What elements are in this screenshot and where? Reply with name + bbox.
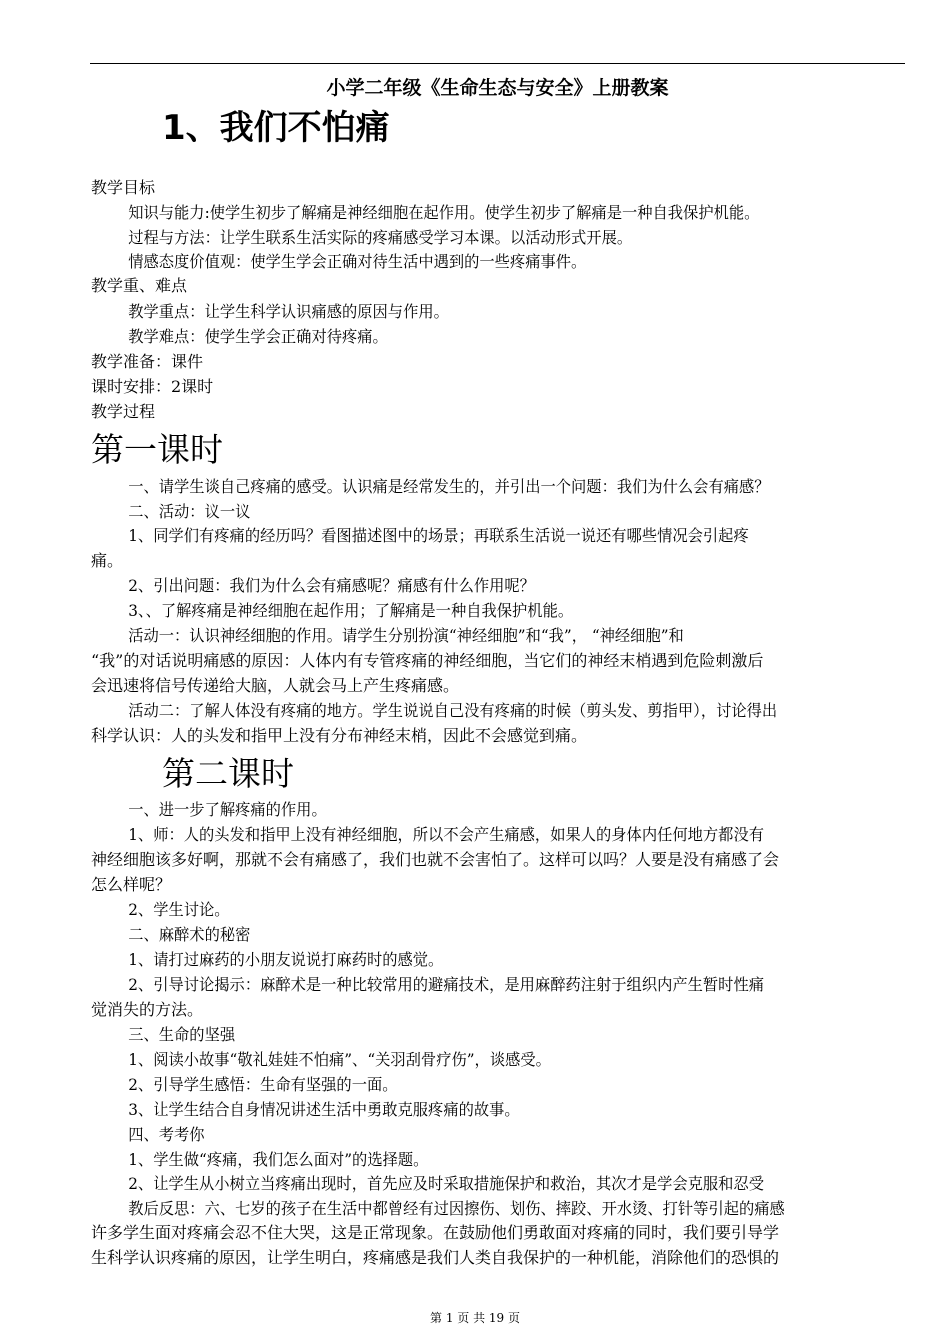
paragraph-line: 1、同学们有疼痛的经历吗？看图描述图中的场景；再联系生活说一说还有哪些情况会引起疼 [128,526,749,545]
period-one-heading: 第一课时 [91,430,223,469]
section-heading: 教学重、难点 [91,276,188,295]
paragraph-line: 1、阅读小故事“敬礼娃娃不怕痛”、“关羽刮骨疗伤”，谈感受。 [128,1050,551,1069]
section-heading: 教学准备：课件 [91,352,204,371]
paragraph-line: 三、生命的坚强 [128,1025,236,1044]
lesson-title: 1、我们不怕痛 [162,108,390,148]
paragraph-line: 1、学生做“疼痛，我们怎么面对”的选择题。 [128,1150,429,1169]
paragraph-line: 教后反思：六、七岁的孩子在生活中都曾经有过因擦伤、划伤、摔跤、开水烫、打针等引起的痛感 [128,1199,785,1218]
paragraph-line: 2、引导讨论揭示：麻醉术是一种比较常用的避痛技术，是用麻醉药注射于组织内产生暂时性痛 [128,975,764,994]
page-footer: 第 1 页 共 19 页 [430,1311,520,1325]
paragraph-line: 许多学生面对疼痛会忍不住大哭，这是正常现象。在鼓励他们勇敢面对疼痛的同时，我们要引导学 [91,1223,780,1242]
paragraph-line: 痛。 [91,551,124,570]
paragraph-line: 神经细胞该多好啊，那就不会有痛感了，我们也就不会害怕了。这样可以吗？人要是没有痛感了会 [91,850,780,869]
paragraph-line: 一、进一步了解疼痛的作用。 [128,800,327,819]
section-heading: 课时安排：2课时 [91,377,214,396]
document-header: 小学二年级《生命生态与安全》上册教案 [326,77,669,99]
paragraph-line: 知识与能力:使学生初步了解痛是神经细胞在起作用。使学生初步了解痛是一种自我保护机能。 [128,203,760,222]
section-heading: 教学过程 [91,402,156,421]
paragraph-line: 1、师：人的头发和指甲上没有神经细胞，所以不会产生痛感，如果人的身体内任何地方都没有 [128,825,764,844]
paragraph-line: 二、麻醉术的秘密 [128,925,251,944]
paragraph-line: 二、活动：议一议 [128,502,251,521]
paragraph-line: 科学认识：人的头发和指甲上没有分布神经末梢，因此不会感觉到痛。 [91,726,588,745]
paragraph-line: 3、让学生结合自身情况讲述生活中勇敢克服疼痛的故事。 [128,1100,520,1119]
paragraph-line: 过程与方法：让学生联系生活实际的疼痛感受学习本课。以活动形式开展。 [128,228,633,247]
paragraph-line: 活动二：了解人体没有疼痛的地方。学生说说自己没有疼痛的时候（剪头发、剪指甲），讨论得出 [128,701,778,720]
paragraph-line: 2、学生讨论。 [128,900,230,919]
paragraph-line: 教学难点：使学生学会正确对待疼痛。 [128,327,388,346]
paragraph-line: 活动一：认识神经细胞的作用。请学生分别扮演“神经细胞”和“我”， “神经细胞”和 [128,626,684,645]
paragraph-line: 2、引导学生感悟：生命有坚强的一面。 [128,1075,398,1094]
paragraph-line: 2、让学生从小树立当疼痛出现时，首先应及时采取措施保护和救治，其次才是学会克服和忍受 [128,1174,764,1193]
paragraph-line: 1、请打过麻药的小朋友说说打麻药时的感觉。 [128,950,444,969]
paragraph-line: 2、引出问题：我们为什么会有痛感呢？痛感有什么作用呢？ [128,576,535,595]
period-two-heading: 第二课时 [162,754,294,793]
paragraph-line: 四、考考你 [128,1125,205,1144]
section-heading: 教学目标 [91,178,156,197]
paragraph-line: 怎么样呢？ [91,875,172,894]
header-rule [90,63,905,64]
paragraph-line: “我”的对话说明痛感的原因：人体内有专管疼痛的神经细胞，当它们的神经末梢遇到危险刺激后 [91,651,764,670]
paragraph-line: 生科学认识疼痛的原因，让学生明白，疼痛感是我们人类自我保护的一种机能，消除他们的恐惧的 [91,1248,780,1267]
paragraph-line: 会迅速将信号传递给大脑，人就会马上产生疼痛感。 [91,676,460,695]
paragraph-line: 情感态度价值观：使学生学会正确对待生活中遇到的一些疼痛事件。 [128,252,587,271]
paragraph-line: 3、、了解疼痛是神经细胞在起作用；了解痛是一种自我保护机能。 [128,601,574,620]
paragraph-line: 教学重点：让学生科学认识痛感的原因与作用。 [128,302,449,321]
paragraph-line: 一、请学生谈自己疼痛的感受。认识痛是经常发生的，并引出一个问题：我们为什么会有痛感？ [128,477,770,496]
paragraph-line: 觉消失的方法。 [91,1000,204,1019]
